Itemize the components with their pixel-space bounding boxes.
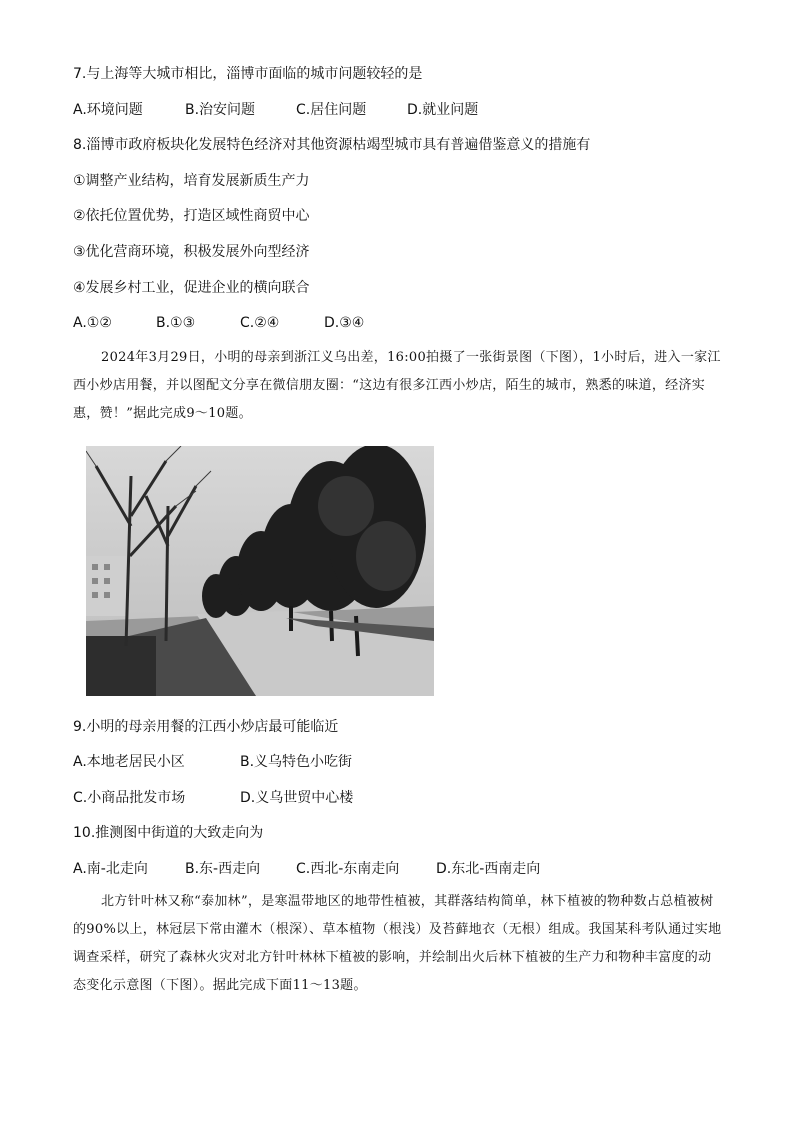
- q8-stem: 8.淄博市政府板块化发展特色经济对其他资源枯竭型城市具有普遍借鉴意义的措施有: [73, 137, 591, 153]
- q7-option-c: C.居住问题: [296, 102, 367, 118]
- q10-stem: 10.推测图中街道的大致走向为: [73, 825, 264, 841]
- q9-option-b: B.义乌特色小吃街: [240, 754, 353, 770]
- q8-option-b: B.①③: [156, 315, 196, 331]
- passage-taiga: 北方针叶林又称“泰加林”，是寒温带地区的地带性植被，其群落结构简单，林下植被的物种数占总植被树的90%以上，林冠层下常由灌木（根深）、草本植物（根浅）及苔藓地衣（无根）组成。我国某科考队通过实地调查采样，研究了森林火灾对北方针叶林林下植被的影响，并绘制出火后林下植被的生产力和物种丰富度的动态变化示意图（下图）。据此完成下面11～13题。: [73, 894, 722, 993]
- q9-option-d: D.义乌世贸中心楼: [240, 790, 354, 806]
- q10-option-c: C.西北-东南走向: [296, 861, 400, 877]
- q7-option-a: A.环境问题: [73, 102, 143, 118]
- q8-option-a: A.①②: [73, 315, 112, 331]
- q8-item-1: ①调整产业结构，培育发展新质生产力: [73, 173, 310, 189]
- street-photo: [86, 446, 434, 696]
- q8-option-c: C.②④: [240, 315, 280, 331]
- q8-item-4: ④发展乡村工业，促进企业的横向联合: [73, 280, 310, 296]
- q9-option-c: C.小商品批发市场: [73, 790, 186, 806]
- q9-stem: 9.小明的母亲用餐的江西小炒店最可能临近: [73, 719, 339, 735]
- q7-option-d: D.就业问题: [407, 102, 479, 118]
- street-scene-image: [86, 446, 434, 696]
- q8-item-2: ②依托位置优势，打造区域性商贸中心: [73, 208, 310, 224]
- q9-option-a: A.本地老居民小区: [73, 754, 185, 770]
- q10-option-b: B.东-西走向: [185, 861, 261, 877]
- q8-item-3: ③优化营商环境，积极发展外向型经济: [73, 244, 310, 260]
- q7-stem: 7.与上海等大城市相比，淄博市面临的城市问题较轻的是: [73, 66, 423, 82]
- passage-yiwu: 2024年3月29日，小明的母亲到浙江义乌出差，16:00拍摄了一张街景图（下图），1小时后，进入一家江西小炒店用餐，并以图配文分享在微信朋友圈：“这边有很多江西小炒店，陌生的城市，熟悉的味道，经济实惠，赞！”据此完成9～10题。: [73, 350, 721, 421]
- q7-option-b: B.治安问题: [185, 102, 256, 118]
- q10-option-d: D.东北-西南走向: [436, 861, 541, 877]
- q10-option-a: A.南-北走向: [73, 861, 148, 877]
- q8-option-d: D.③④: [324, 315, 365, 331]
